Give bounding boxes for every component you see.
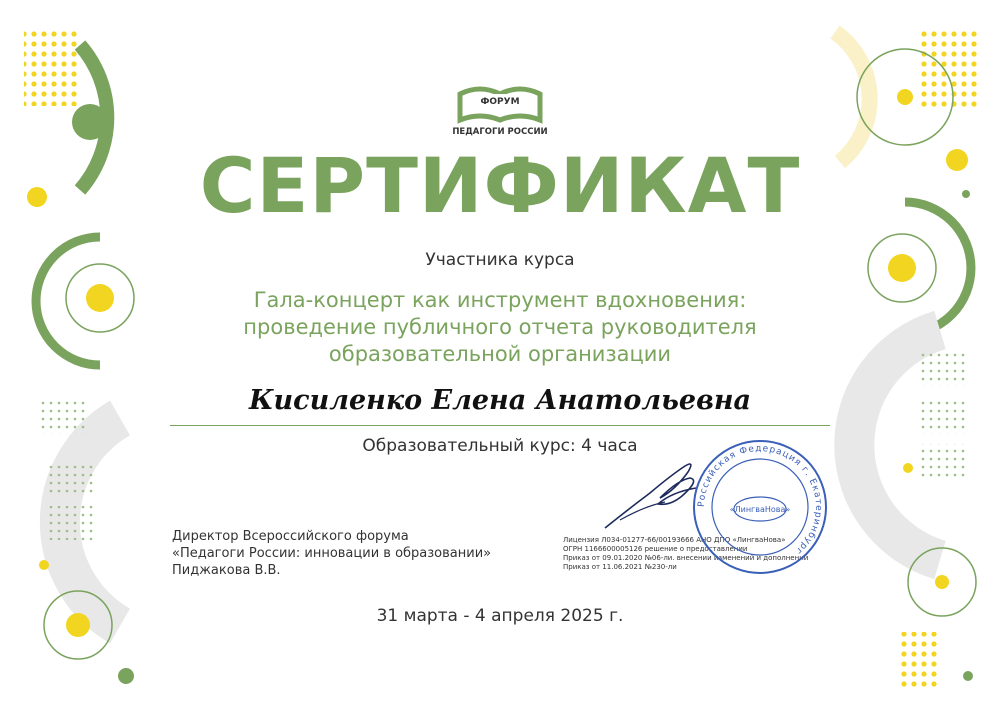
light-yellow-arc xyxy=(835,32,870,162)
logo-top-text: ФОРУМ xyxy=(480,97,520,107)
green-circle xyxy=(118,668,134,684)
license-line: Приказ от 11.06.2021 №230-ли xyxy=(563,563,677,571)
license-line: ОГРН 1166600005126 решение о предоставлении xyxy=(563,545,748,553)
certificate-title: СЕРТИФИКАТ xyxy=(199,141,801,230)
director-line: Пиджакова В.В. xyxy=(172,563,281,578)
course-title-line: Гала-концерт как инструмент вдохновения: xyxy=(253,288,747,312)
green-dot-grid xyxy=(918,400,966,434)
yellow-circle xyxy=(86,284,114,312)
course-dates: 31 марта - 4 апреля 2025 г. xyxy=(376,606,624,626)
green-circle xyxy=(72,104,108,140)
green-dot-grid xyxy=(45,506,93,540)
yellow-dot-grid xyxy=(920,30,980,110)
yellow-circle xyxy=(897,89,913,105)
director-block xyxy=(172,528,491,579)
director-line: Директор Всероссийского форума xyxy=(172,529,409,544)
name-underline xyxy=(170,425,830,426)
certificate-subtitle: Участника курса xyxy=(425,250,575,270)
green-dot-grid xyxy=(45,462,93,496)
course-title-line: проведение публичного отчета руководителя xyxy=(243,315,757,339)
stamp-center-text: «ЛингваНова» xyxy=(729,505,791,514)
green-dot-grid xyxy=(38,400,86,434)
director-line: «Педагоги России: инновации в образовании» xyxy=(172,546,492,561)
yellow-dot-grid xyxy=(24,30,80,106)
yellow-dot-grid xyxy=(900,632,940,688)
course-title-line: образовательной организации xyxy=(328,342,672,366)
course-hours: Образовательный курс: 4 часа xyxy=(362,436,638,456)
svg-text:Российская Федерация г. Екатер xyxy=(697,444,823,556)
license-line: Приказ от 09.01.2020 №06-ли. внесении изменений и дополнений xyxy=(563,554,809,562)
recipient-name: Кисиленко Елена Анатольевна xyxy=(248,385,752,416)
yellow-circle xyxy=(39,560,49,570)
logo-bottom-text: ПЕДАГОГИ РОССИИ xyxy=(452,127,548,137)
green-circle xyxy=(963,671,973,681)
green-dot-grid xyxy=(918,352,966,386)
yellow-circle xyxy=(935,575,949,589)
forum-logo xyxy=(450,80,550,140)
license-line: Лицензия Л034-01277-66/00193666 АНО ДПО «ЛингваНова» xyxy=(563,536,786,544)
yellow-circle xyxy=(903,463,913,473)
stamp-ring-text: Российская Федерация г. Екатеринбург xyxy=(696,443,824,557)
organization-stamp xyxy=(690,437,830,577)
course-title xyxy=(200,287,800,368)
